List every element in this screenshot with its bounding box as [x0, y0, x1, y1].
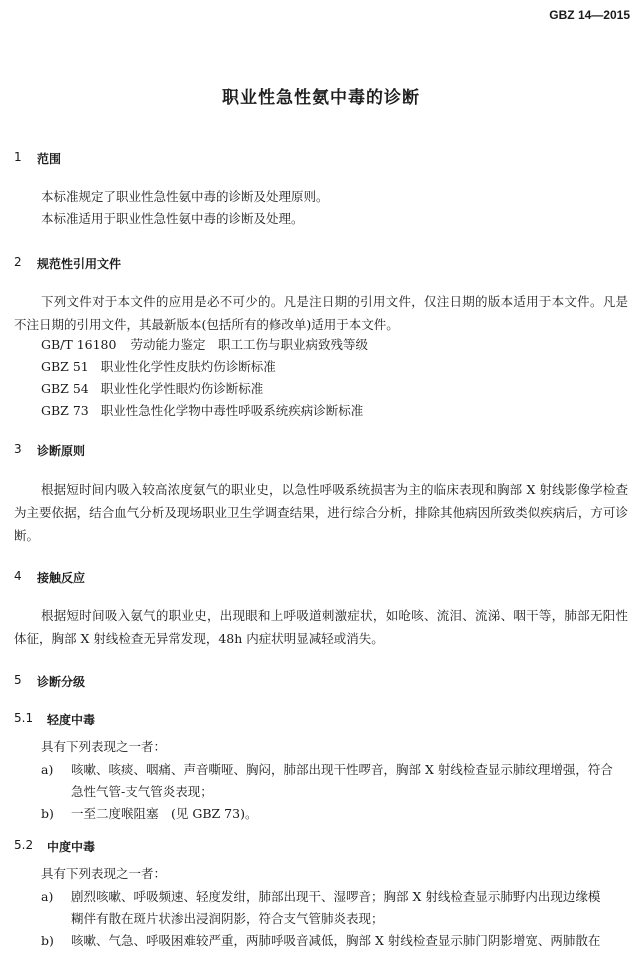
section-3-heading [14, 442, 314, 458]
section-title: 诊断分级 [37, 675, 86, 689]
section-4-heading [14, 569, 314, 585]
section-number: 5.2 [14, 838, 34, 852]
item-label: b) [41, 933, 54, 948]
reference-name: 职业性化学性皮肤灼伤诊断标准 [100, 359, 276, 374]
section-1-line-1: 本标准规定了职业性急性氨中毒的诊断及处理原则。 [41, 189, 329, 204]
reference-item [41, 378, 263, 400]
reference-item [41, 400, 363, 422]
section-number: 1 [14, 150, 22, 164]
reference-name: 职业性化学性眼灼伤诊断标准 [100, 381, 264, 396]
item-text: 剧烈咳嗽、呼吸频速、轻度发绀，肺部出现干、湿啰音；胸部 X 射线检查显示肺野内出现边缘模 [71, 889, 601, 904]
section-title: 中度中毒 [47, 840, 96, 854]
reference-name: 劳动能力鉴定 职工工伤与职业病致残等级 [130, 337, 368, 352]
item-text: 咳嗽、气急、呼吸困难较严重，两肺呼吸音减低，胸部 X 射线检查显示肺门阴影增宽、两肺散在 [71, 933, 601, 948]
item-text: 咳嗽、咳痰、咽痛、声音嘶哑、胸闷，肺部出现干性啰音，胸部 X 射线检查显示肺纹理增强，符合 [71, 762, 613, 777]
section-number: 3 [14, 442, 22, 456]
section-title: 范围 [37, 152, 62, 166]
item-text-continued: 糊伴有散在斑片状渗出浸润阴影，符合支气管肺炎表现； [71, 911, 384, 926]
reference-name: 职业性急性化学物中毒性呼吸系统疾病诊断标准 [100, 403, 364, 418]
reference-code: GB/T 16180 [41, 337, 117, 352]
reference-code: GBZ 51 [41, 359, 89, 374]
section-number: 5 [14, 673, 22, 687]
reference-code: GBZ 54 [41, 381, 89, 396]
section-3-text: 根据短时间内吸入较高浓度氨气的职业史，以急性呼吸系统损害为主的临床表现和胸部 X 射线影像学检查为主要依据，结合血气分析及现场职业卫生学调查结果，进行综合分析，排除其他病因所致类似疾病后，方可诊断。 [14, 482, 628, 543]
section-title: 诊断原则 [37, 444, 86, 458]
item-text: 一至二度喉阻塞 (见 GBZ 73)。 [71, 806, 258, 821]
section-number: 5.1 [14, 711, 34, 725]
section-5-heading [14, 673, 314, 689]
item-label: a) [41, 762, 54, 777]
section-4-text: 根据短时间吸入氨气的职业史，出现眼和上呼吸道刺激症状，如呛咳、流泪、流涕、咽干等，肺部无阳性体征，胸部 X 射线检查无异常发现，48h 内症状明显减轻或消失。 [14, 608, 628, 646]
reference-code: GBZ 73 [41, 403, 89, 418]
section-5-2-lead: 具有下列表现之一者： [41, 866, 167, 881]
section-title: 规范性引用文件 [37, 257, 122, 271]
section-5-2-heading [14, 838, 314, 854]
standard-code: GBZ 14—2015 [549, 8, 630, 22]
section-1-line-2: 本标准适用于职业性急性氨中毒的诊断及处理。 [41, 211, 304, 226]
reference-item [41, 334, 368, 356]
section-title: 轻度中毒 [47, 713, 96, 727]
reference-item [41, 356, 276, 378]
section-number: 2 [14, 255, 22, 269]
item-label: a) [41, 889, 54, 904]
section-1-heading [14, 150, 314, 166]
section-number: 4 [14, 569, 22, 583]
document-title: 职业性急性氨中毒的诊断 [222, 88, 420, 108]
section-title: 接触反应 [37, 571, 86, 585]
section-5-1-heading [14, 711, 314, 727]
section-2-heading [14, 255, 314, 271]
section-2-intro: 下列文件对于本文件的应用是必不可少的。凡是注日期的引用文件，仅注日期的版本适用于本文件。凡是不注日期的引用文件，其最新版本(包括所有的修改单)适用于本文件。 [14, 294, 628, 332]
item-label: b) [41, 806, 54, 821]
section-5-1-lead: 具有下列表现之一者： [41, 739, 167, 754]
item-text-continued: 急性气管-支气管炎表现； [71, 784, 213, 799]
